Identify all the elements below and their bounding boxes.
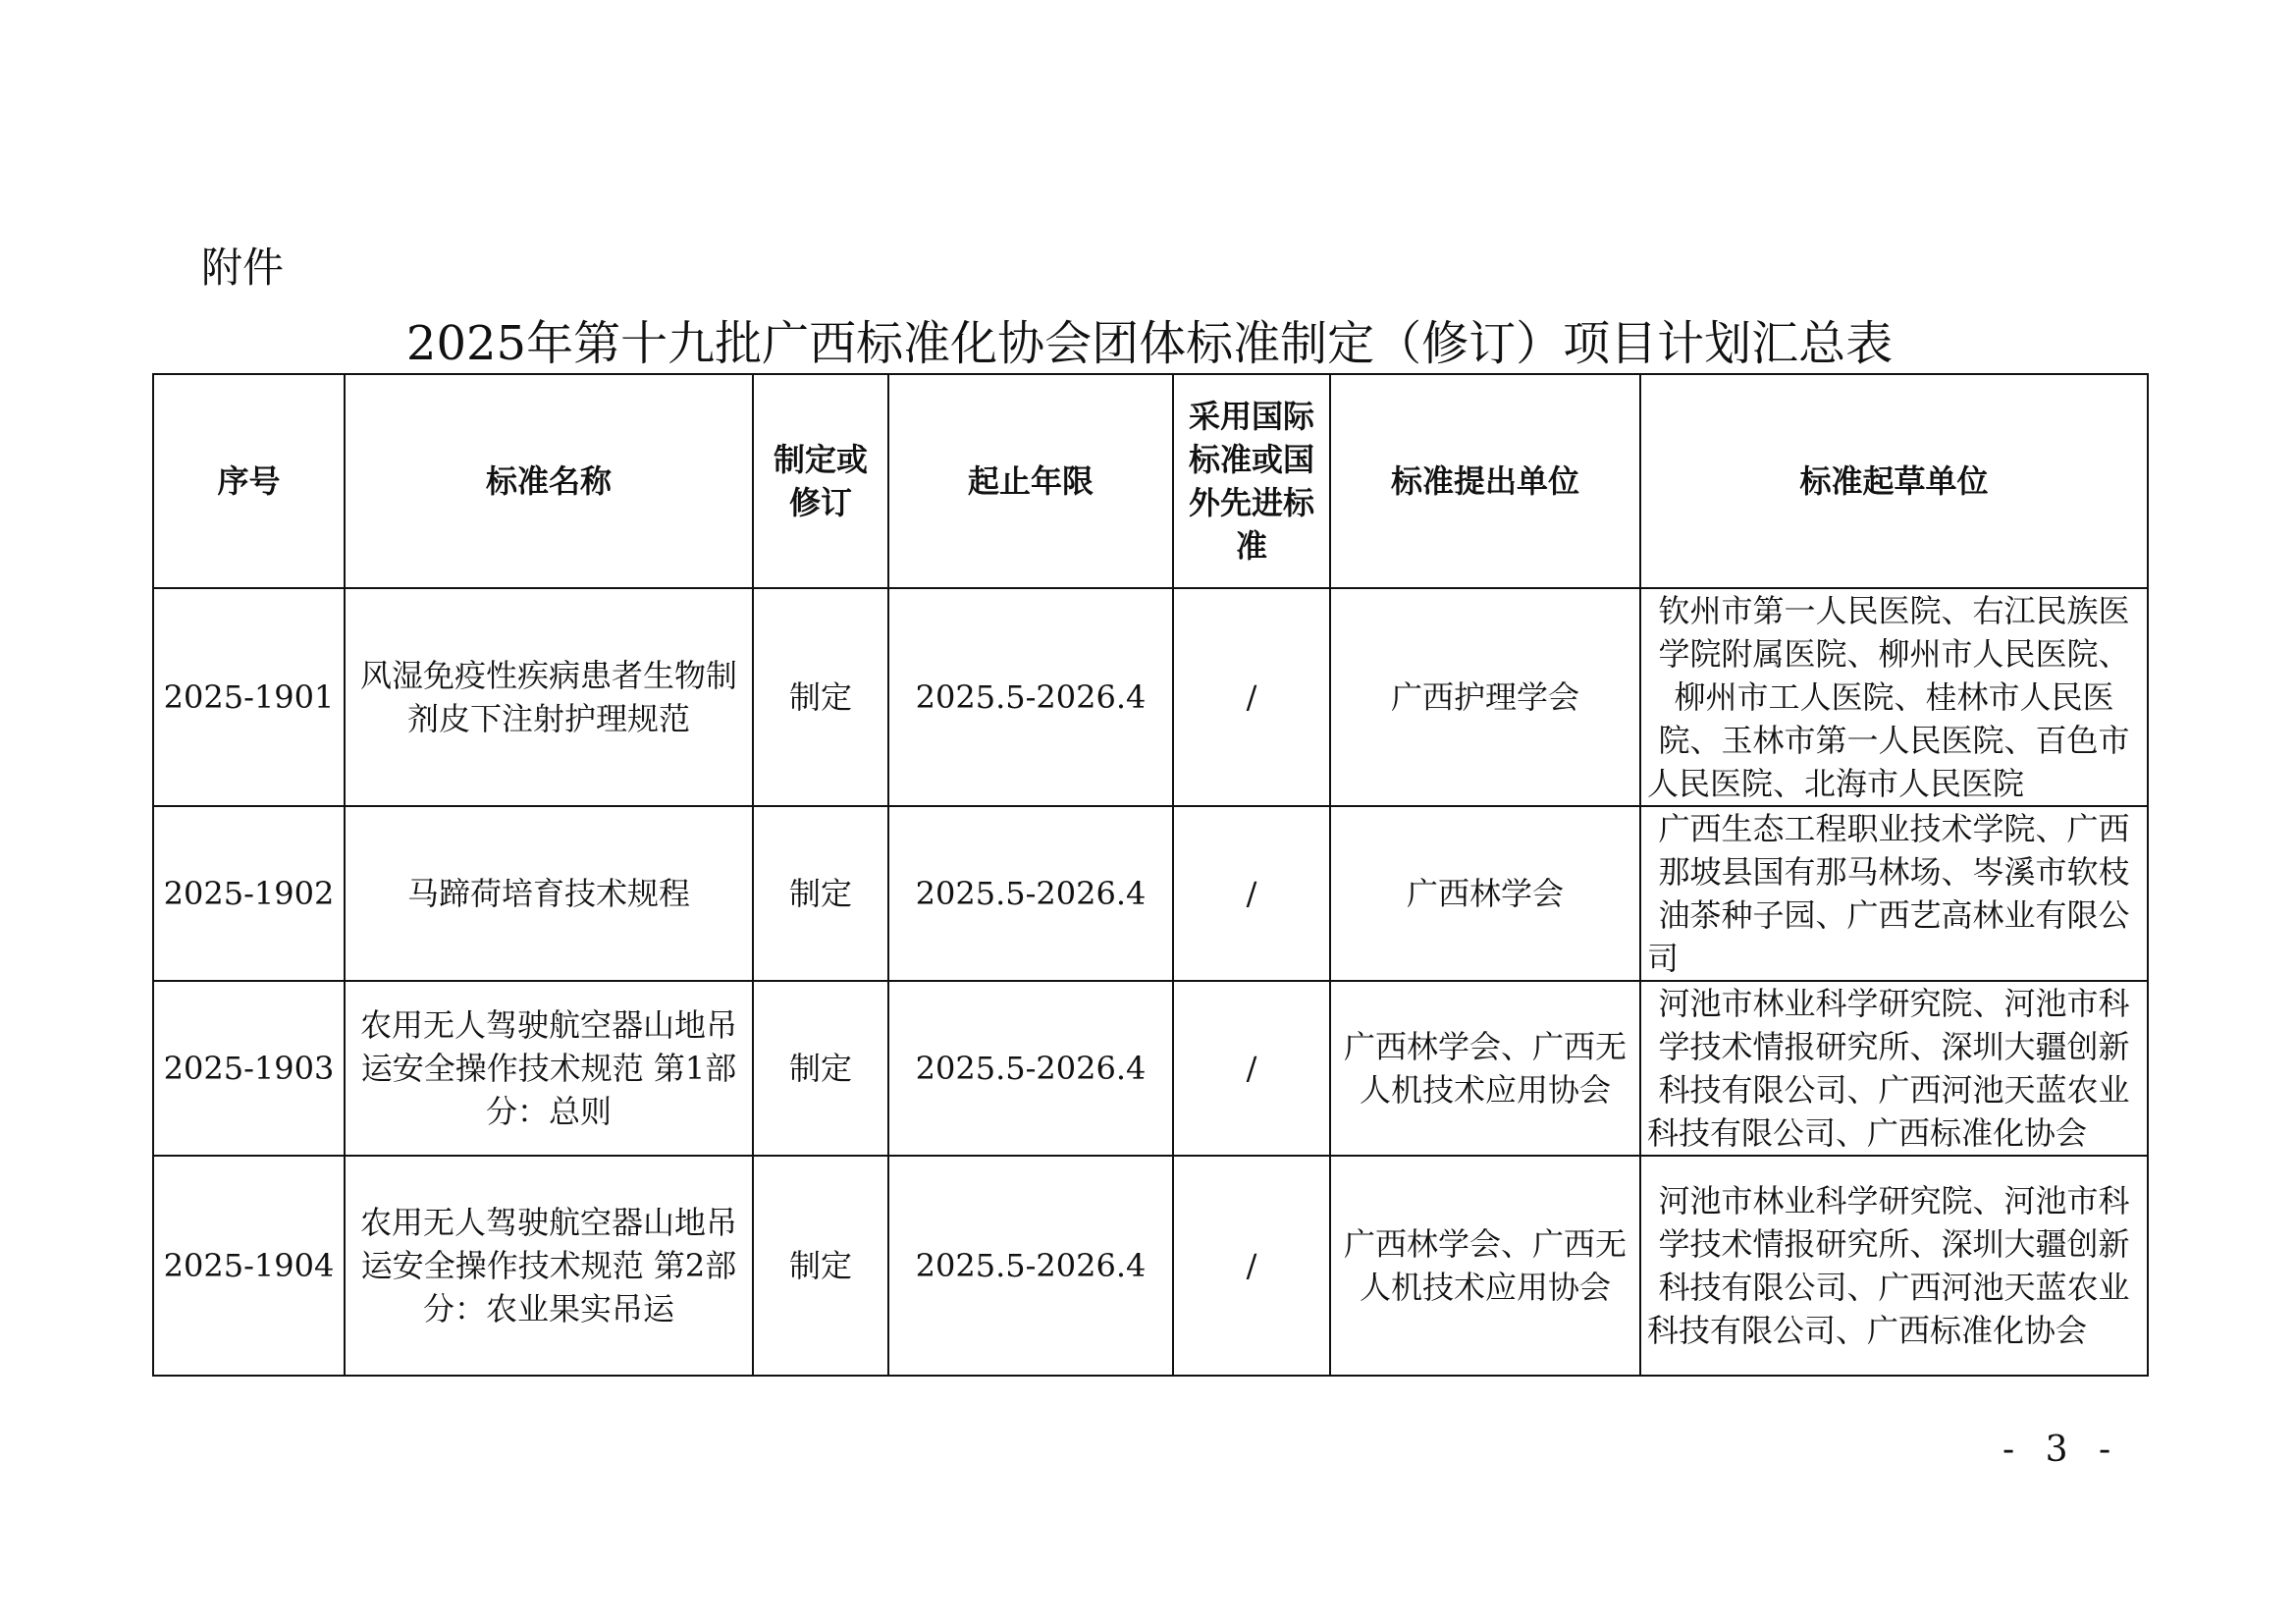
cell-type: 制定: [753, 588, 888, 806]
cell-standard-name: 风湿免疫性疾病患者生物制剂皮下注射护理规范: [345, 588, 753, 806]
header-adopted: 采用国际标准或国外先进标准: [1173, 374, 1330, 588]
cell-adopted: /: [1173, 806, 1330, 981]
header-serial: 序号: [153, 374, 345, 588]
cell-proposer: 广西护理学会: [1330, 588, 1640, 806]
document-title: 2025年第十九批广西标准化协会团体标准制定（修订）项目计划汇总表: [405, 316, 1894, 371]
table-row: [153, 806, 2148, 981]
table-row: [153, 981, 2148, 1156]
cell-serial: 2025-1901: [153, 588, 345, 806]
cell-type: 制定: [753, 806, 888, 981]
cell-adopted: /: [1173, 981, 1330, 1156]
cell-proposer: 广西林学会、广西无人机技术应用协会: [1330, 981, 1640, 1156]
header-period: 起止年限: [888, 374, 1173, 588]
attachment-label: 附件: [201, 244, 285, 292]
cell-serial: 2025-1902: [153, 806, 345, 981]
cell-drafter: 广西生态工程职业技术学院、广西那坡县国有那马林场、岑溪市软枝油茶种子园、广西艺高林业有限公司: [1640, 806, 2148, 981]
cell-serial: 2025-1904: [153, 1156, 345, 1376]
cell-drafter: 河池市林业科学研究院、河池市科学技术情报研究所、深圳大疆创新科技有限公司、广西河池天蓝农业科技有限公司、广西标准化协会: [1640, 981, 2148, 1156]
table-header-row: [153, 374, 2148, 588]
header-type: 制定或修订: [753, 374, 888, 588]
cell-drafter: 河池市林业科学研究院、河池市科学技术情报研究所、深圳大疆创新科技有限公司、广西河池天蓝农业科技有限公司、广西标准化协会: [1640, 1156, 2148, 1376]
cell-standard-name: 农用无人驾驶航空器山地吊运安全操作技术规范 第1部分：总则: [345, 981, 753, 1156]
cell-standard-name: 马蹄荷培育技术规程: [345, 806, 753, 981]
cell-period: 2025.5-2026.4: [888, 806, 1173, 981]
cell-type: 制定: [753, 1156, 888, 1376]
table-row: [153, 588, 2148, 806]
page-number: - 3 -: [2002, 1430, 2121, 1470]
cell-type: 制定: [753, 981, 888, 1156]
header-proposer: 标准提出单位: [1330, 374, 1640, 588]
cell-period: 2025.5-2026.4: [888, 588, 1173, 806]
cell-adopted: /: [1173, 1156, 1330, 1376]
cell-standard-name: 农用无人驾驶航空器山地吊运安全操作技术规范 第2部分：农业果实吊运: [345, 1156, 753, 1376]
cell-period: 2025.5-2026.4: [888, 1156, 1173, 1376]
cell-proposer: 广西林学会、广西无人机技术应用协会: [1330, 1156, 1640, 1376]
table-row: [153, 1156, 2148, 1376]
cell-serial: 2025-1903: [153, 981, 345, 1156]
cell-adopted: /: [1173, 588, 1330, 806]
cell-period: 2025.5-2026.4: [888, 981, 1173, 1156]
cell-drafter: 钦州市第一人民医院、右江民族医学院附属医院、柳州市人民医院、柳州市工人医院、桂林市人民医院、玉林市第一人民医院、百色市人民医院、北海市人民医院: [1640, 588, 2148, 806]
header-drafter: 标准起草单位: [1640, 374, 2148, 588]
header-standard-name: 标准名称: [345, 374, 753, 588]
project-plan-table: [152, 373, 2149, 1377]
cell-proposer: 广西林学会: [1330, 806, 1640, 981]
